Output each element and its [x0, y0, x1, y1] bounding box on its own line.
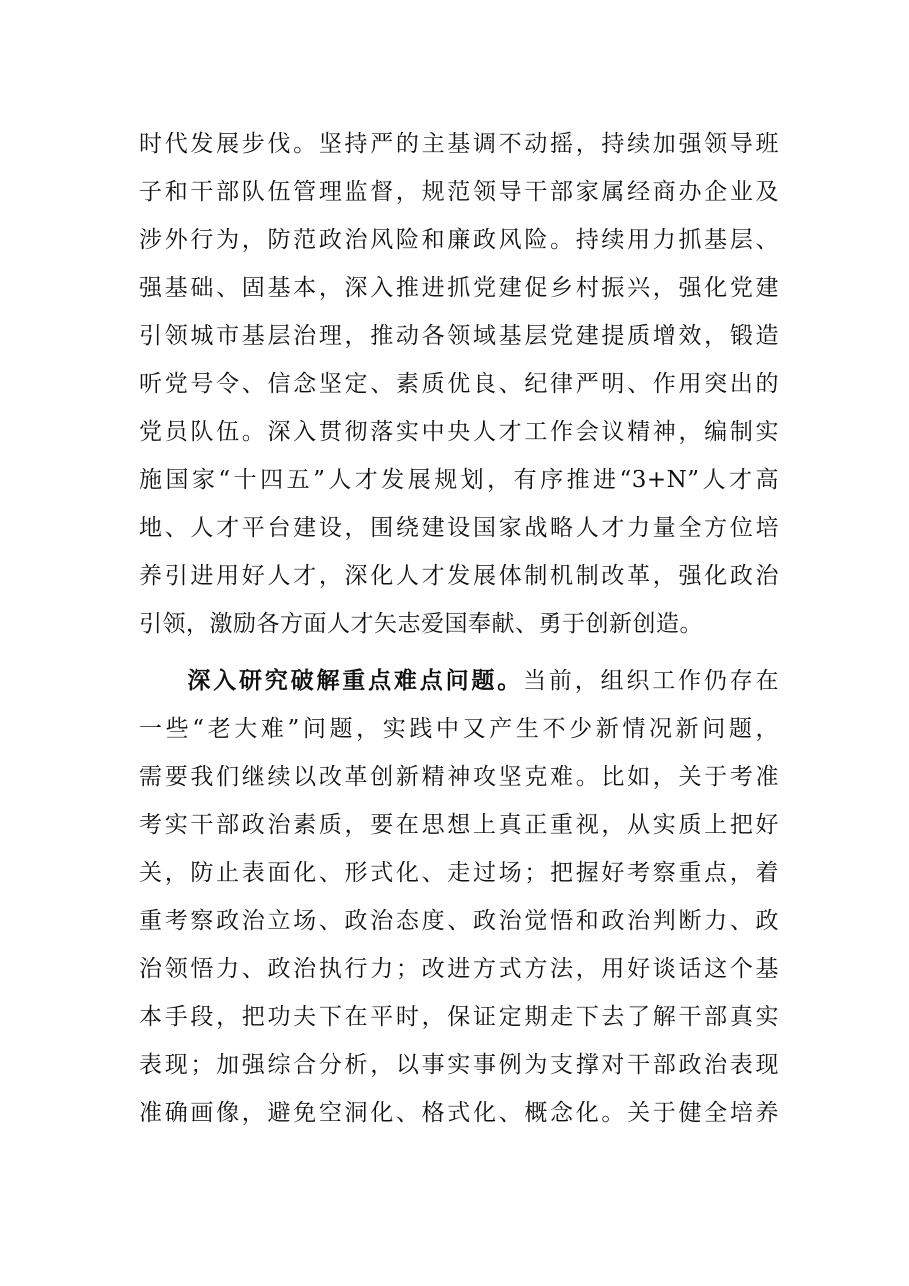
text-line: 本手段，把功夫下在平时，保证定期走下去了解干部真实 — [139, 1004, 779, 1030]
text-line: 地、人才平台建设，围绕建设国家战略人才力量全方位培 — [139, 515, 779, 541]
text-line: 考实干部政治素质，要在思想上真正重视，从实质上把好 — [139, 812, 779, 838]
text-line: 涉外行为，防范政治风险和廉政风险。持续用力抓基层、 — [139, 227, 779, 253]
text-line: 准确画像，避免空洞化、格式化、概念化。关于健全培养 — [139, 1100, 779, 1126]
text-line: 听党号令、信念坚定、素质优良、纪律严明、作用突出的 — [139, 371, 779, 397]
text-line: 子和干部队伍管理监督，规范领导干部家属经商办企业及 — [139, 179, 779, 205]
text-line: 养引进用好人才，深化人才发展体制机制改革，强化政治 — [139, 563, 779, 589]
text-line: 引领城市基层治理，推动各领域基层党建提质增效，锻造 — [139, 323, 779, 349]
text-line: 重考察政治立场、政治态度、政治觉悟和政治判断力、政 — [139, 908, 779, 934]
text-line: 强基础、固基本，深入推进抓党建促乡村振兴，强化党建 — [139, 275, 779, 301]
text-line: 引领，激励各方面人才矢志爱国奉献、勇于创新创造。 — [139, 611, 703, 637]
text-line: 需要我们继续以改革创新精神攻坚克难。比如，关于考准 — [139, 764, 779, 790]
text-line: 施国家“十四五”人才发展规划，有序推进“3+N”人才高 — [139, 467, 779, 493]
text-line: 关，防止表面化、形式化、走过场；把握好考察重点，着 — [139, 860, 779, 886]
paragraph-heading: 深入研究破解重点难点问题。 — [185, 667, 524, 694]
text-line: 治领悟力、政治执行力；改进方式方法，用好谈话这个基 — [139, 956, 779, 982]
paragraph-lead-text: 当前，组织工作仍存在 — [523, 668, 780, 694]
paragraph-first-line — [139, 657, 779, 705]
text-line: 时代发展步伐。坚持严的主基调不动摇，持续加强领导班 — [139, 131, 779, 157]
paragraph-1 — [139, 120, 779, 648]
text-line: 表现；加强综合分析，以事实事例为支撑对干部政治表现 — [139, 1052, 779, 1078]
paragraph-2 — [139, 657, 779, 1137]
text-line: 党员队伍。深入贯彻落实中央人才工作会议精神，编制实 — [139, 419, 779, 445]
text-line: 一些“老大难”问题，实践中又产生不少新情况新问题， — [139, 716, 779, 742]
